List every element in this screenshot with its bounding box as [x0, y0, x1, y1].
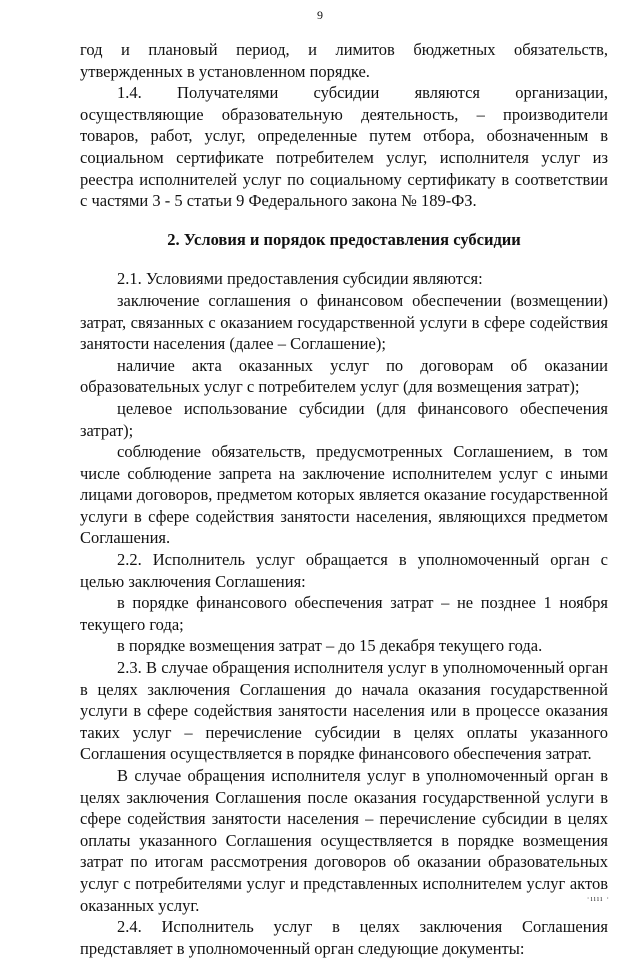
paragraph: 1.4. Получателями субсидии являются организации, осуществляющие образовательную деятельность, – производители товаров, работ, услуг, определенные путем отбора, обозначенным в социальном сертификате потребителем услуг, исполнителя услуг из реестра исполнителей услуг по социальному сертификату в соответствии с частями 3 - 5 статьи 9 Федерального закона № 189-ФЗ. [80, 83, 608, 211]
paragraph: 2.4. Исполнитель услуг в целях заключения Соглашения представляет в уполномоченный орган следующие документы: [80, 917, 608, 958]
paragraph: целевое использование субсидии (для финансового обеспечения затрат); [80, 398, 608, 440]
section-paragraphs [80, 268, 608, 959]
paragraph: 2.2. Исполнитель услуг обращается в уполномоченный орган с целью заключения Соглашения: [80, 550, 608, 591]
document-body [80, 39, 608, 959]
paragraph: в порядке финансового обеспечения затрат – не позднее 1 ноября текущего года; [80, 593, 608, 634]
paragraph: наличие акта оказанных услуг по договорам об оказании образовательных услуг с потребителем услуг (для возмещения затрат); [80, 355, 608, 397]
paragraph: заключение соглашения о финансовом обеспечении (возмещении) затрат, связанных с оказанием государственной услуги в сфере содействия занятости населения (далее – Соглашение); [80, 290, 608, 354]
page-number: 9 [317, 8, 323, 22]
paragraph: 2.3. В случае обращения исполнителя услуг в уполномоченный орган в целях заключения Соглашения до начала оказания государственной услуги в сфере содействия занятости населения или в процессе оказания таких услуг – перечисление субсидии в целях оплаты указанного Соглашения осуществляется в порядке финансового обеспечения затрат. [80, 658, 608, 764]
scan-footer-mark: ·ıııı · [586, 894, 610, 903]
paragraph: В случае обращения исполнителя услуг в уполномоченный орган в целях заключения Соглашения после оказания государственной услуги в сфере содействия занятости населения – перечисление субсидии в целях оплаты указанного Соглашения осуществляется в порядке возмещения затрат по итогам рассмотрения договоров об оказании образовательных услуг с потребителями услуг и представленных исполнителем услуг актов оказанных услуг. [80, 766, 608, 915]
paragraph: год и плановый период, и лимитов бюджетных обязательств, утвержденных в установленном порядке. [80, 40, 608, 81]
intro-paragraphs [80, 39, 608, 212]
paragraph: соблюдение обязательств, предусмотренных Соглашением, в том числе соблюдение запрета на заключение исполнителем услуг с иными лицами договоров, предметом которых является оказание государственной услуги в сфере содействия занятости населения, являющихся предметом Соглашения. [80, 442, 608, 548]
section-heading: 2. Условия и порядок предоставления субсидии [167, 229, 521, 249]
paragraph: в порядке возмещения затрат – до 15 декабря текущего года. [117, 636, 543, 656]
paragraph: 2.1. Условиями предоставления субсидии являются: [117, 269, 483, 289]
